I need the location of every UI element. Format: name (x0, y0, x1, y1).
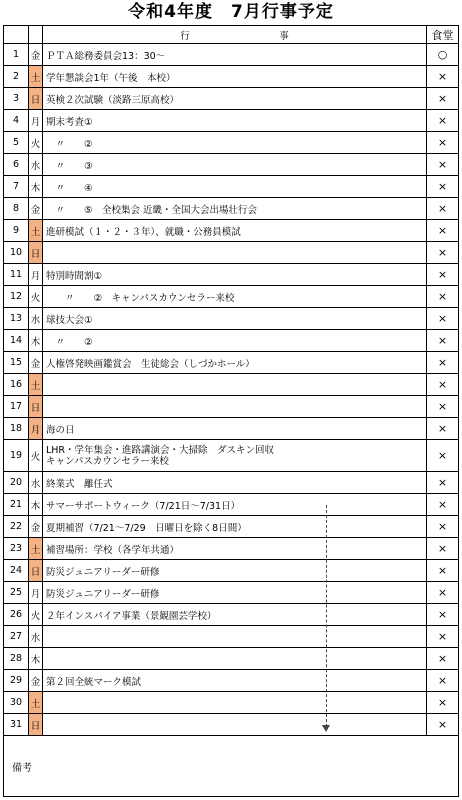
notes-label: 備考 (12, 762, 32, 774)
event-cell (43, 396, 427, 418)
cafeteria-cell: × (427, 418, 459, 440)
cafeteria-cell: × (427, 132, 459, 154)
event-cell: 進研模試（１・２・３年）、就職・公務員模試 (43, 220, 427, 242)
weekday-cell: 火 (29, 132, 43, 154)
table-row (4, 516, 459, 538)
table-row (4, 604, 459, 626)
cafeteria-cell: ○ (427, 44, 459, 66)
event-cell: 〃 ③ (43, 154, 427, 176)
event-cell (43, 242, 427, 264)
weekday-cell: 土 (29, 220, 43, 242)
day-cell: 28 (4, 648, 29, 670)
notes-cell (4, 736, 459, 797)
event-cell (43, 714, 427, 736)
event-cell: 防災ジュニアリーダー研修 (43, 560, 427, 582)
weekday-cell: 日 (29, 396, 43, 418)
day-cell: 31 (4, 714, 29, 736)
day-cell: 16 (4, 374, 29, 396)
day-cell: 19 (4, 440, 29, 472)
table-row (4, 560, 459, 582)
cafeteria-cell: × (427, 220, 459, 242)
weekday-cell: 水 (29, 626, 43, 648)
cafeteria-cell: × (427, 440, 459, 472)
header-cafeteria: 食堂 (427, 26, 459, 44)
cafeteria-cell: × (427, 176, 459, 198)
event-cell (43, 440, 427, 472)
table-row (4, 714, 459, 736)
event-cell: 夏期補習（7/21～7/29 日曜日を除く8日間） (43, 516, 427, 538)
day-cell: 23 (4, 538, 29, 560)
cafeteria-cell: × (427, 396, 459, 418)
cafeteria-cell: × (427, 538, 459, 560)
weekday-cell: 日 (29, 88, 43, 110)
header-day (4, 26, 29, 44)
page-title: 令和4年度 7月行事予定 (128, 2, 334, 22)
cafeteria-cell: × (427, 264, 459, 286)
event-cell: 〃 ② (43, 132, 427, 154)
event-cell: 期末考査① (43, 110, 427, 132)
weekday-cell: 土 (29, 66, 43, 88)
weekday-cell: 日 (29, 242, 43, 264)
event-cell: 〃 ② (43, 330, 427, 352)
weekday-cell: 土 (29, 692, 43, 714)
cafeteria-cell: × (427, 516, 459, 538)
weekday-cell: 木 (29, 330, 43, 352)
table-row (4, 440, 459, 472)
table-row (4, 220, 459, 242)
schedule-table (3, 25, 459, 797)
table-row (4, 264, 459, 286)
event-cell: 学年懇談会1年（午後 本校） (43, 66, 427, 88)
cafeteria-cell: × (427, 154, 459, 176)
event-cell: サマーサポートウィーク（7/21日～7/31日） (43, 494, 427, 516)
day-cell: 18 (4, 418, 29, 440)
weekday-cell: 水 (29, 308, 43, 330)
table-row (4, 242, 459, 264)
weekday-cell: 火 (29, 604, 43, 626)
table-row (4, 132, 459, 154)
weekday-cell: 月 (29, 582, 43, 604)
table-row (4, 44, 459, 66)
day-cell: 17 (4, 396, 29, 418)
cafeteria-cell: × (427, 626, 459, 648)
weekday-cell: 金 (29, 516, 43, 538)
event-cell: 〃 ④ (43, 176, 427, 198)
table-row (4, 286, 459, 308)
event-cell (43, 374, 427, 396)
weekday-cell: 土 (29, 538, 43, 560)
day-cell: 13 (4, 308, 29, 330)
weekday-cell: 日 (29, 714, 43, 736)
table-row (4, 110, 459, 132)
cafeteria-cell: × (427, 582, 459, 604)
weekday-cell: 金 (29, 670, 43, 692)
cafeteria-cell: × (427, 648, 459, 670)
table-row (4, 494, 459, 516)
event-cell (43, 692, 427, 714)
cafeteria-cell: × (427, 308, 459, 330)
table-row (4, 692, 459, 714)
day-cell: 14 (4, 330, 29, 352)
cafeteria-cell: × (427, 352, 459, 374)
cafeteria-cell: × (427, 560, 459, 582)
table-row (4, 308, 459, 330)
table-row (4, 396, 459, 418)
weekday-cell: 金 (29, 352, 43, 374)
table-row (4, 66, 459, 88)
day-cell: 2 (4, 66, 29, 88)
table-row (4, 472, 459, 494)
cafeteria-cell: × (427, 88, 459, 110)
cafeteria-cell: × (427, 110, 459, 132)
event-cell (43, 626, 427, 648)
cafeteria-cell: × (427, 242, 459, 264)
day-cell: 11 (4, 264, 29, 286)
weekday-cell: 月 (29, 264, 43, 286)
event-cell (43, 648, 427, 670)
event-cell: ２年インスパイア事業（景観園芸学校） (43, 604, 427, 626)
table-row (4, 374, 459, 396)
table-row (4, 154, 459, 176)
event-cell: 〃 ⑤ 全校集会 近畿・全国大会出場壮行会 (43, 198, 427, 220)
day-cell: 24 (4, 560, 29, 582)
weekday-cell: 金 (29, 198, 43, 220)
day-cell: 26 (4, 604, 29, 626)
day-cell: 10 (4, 242, 29, 264)
day-cell: 9 (4, 220, 29, 242)
weekday-cell: 木 (29, 176, 43, 198)
table-row (4, 88, 459, 110)
notes-row (4, 736, 459, 797)
weekday-cell: 火 (29, 440, 43, 472)
day-cell: 3 (4, 88, 29, 110)
event-cell: 補習場所：学校（各学年共通） (43, 538, 427, 560)
table-row (4, 352, 459, 374)
period-arrow-head-icon (322, 725, 330, 732)
event-line: LHR・学年集会・進路講演会・大掃除 ダスキン回収 (46, 444, 274, 456)
day-cell: 6 (4, 154, 29, 176)
table-row (4, 198, 459, 220)
table-row (4, 330, 459, 352)
cafeteria-cell: × (427, 714, 459, 736)
event-cell: 球技大会① (43, 308, 427, 330)
event-cell: 特別時間割① (43, 264, 427, 286)
weekday-cell: 月 (29, 418, 43, 440)
table-row (4, 648, 459, 670)
cafeteria-cell: × (427, 670, 459, 692)
event-cell: 第２回全統マーク模試 (43, 670, 427, 692)
day-cell: 22 (4, 516, 29, 538)
day-cell: 30 (4, 692, 29, 714)
cafeteria-cell: × (427, 494, 459, 516)
cafeteria-cell: × (427, 66, 459, 88)
day-cell: 29 (4, 670, 29, 692)
day-cell: 1 (4, 44, 29, 66)
table-row (4, 176, 459, 198)
header-dow (29, 26, 43, 44)
day-cell: 15 (4, 352, 29, 374)
weekday-cell: 日 (29, 560, 43, 582)
cafeteria-cell: × (427, 198, 459, 220)
day-cell: 27 (4, 626, 29, 648)
event-cell: 英検２次試験（淡路三原高校） (43, 88, 427, 110)
event-cell: ＰＴＡ総務委員会13：30～ (43, 44, 427, 66)
cafeteria-cell: × (427, 286, 459, 308)
cafeteria-cell: × (427, 374, 459, 396)
header-event: 行 事 (43, 26, 427, 44)
day-cell: 20 (4, 472, 29, 494)
event-cell: 人権啓発映画鑑賞会 生徒総会（しづかホール） (43, 352, 427, 374)
day-cell: 12 (4, 286, 29, 308)
header-row (4, 26, 459, 44)
day-cell: 25 (4, 582, 29, 604)
day-cell: 5 (4, 132, 29, 154)
event-line: キャンパスカウンセラー来校 (46, 455, 169, 467)
day-cell: 7 (4, 176, 29, 198)
weekday-cell: 土 (29, 374, 43, 396)
cafeteria-cell: × (427, 330, 459, 352)
event-cell: 〃 ② キャンパスカウンセラー来校 (43, 286, 427, 308)
cafeteria-cell: × (427, 472, 459, 494)
day-cell: 4 (4, 110, 29, 132)
event-cell: 防災ジュニアリーダー研修 (43, 582, 427, 604)
event-cell: 海の日 (43, 418, 427, 440)
weekday-cell: 木 (29, 648, 43, 670)
event-cell: 終業式 離任式 (43, 472, 427, 494)
day-cell: 8 (4, 198, 29, 220)
weekday-cell: 水 (29, 472, 43, 494)
table-row (4, 582, 459, 604)
cafeteria-cell: × (427, 604, 459, 626)
table-row (4, 538, 459, 560)
table-row (4, 418, 459, 440)
weekday-cell: 月 (29, 110, 43, 132)
cafeteria-cell: × (427, 692, 459, 714)
day-cell: 21 (4, 494, 29, 516)
table-row (4, 670, 459, 692)
weekday-cell: 火 (29, 286, 43, 308)
weekday-cell: 金 (29, 44, 43, 66)
weekday-cell: 水 (29, 154, 43, 176)
table-row (4, 626, 459, 648)
weekday-cell: 木 (29, 494, 43, 516)
period-arrow-line (326, 505, 327, 727)
